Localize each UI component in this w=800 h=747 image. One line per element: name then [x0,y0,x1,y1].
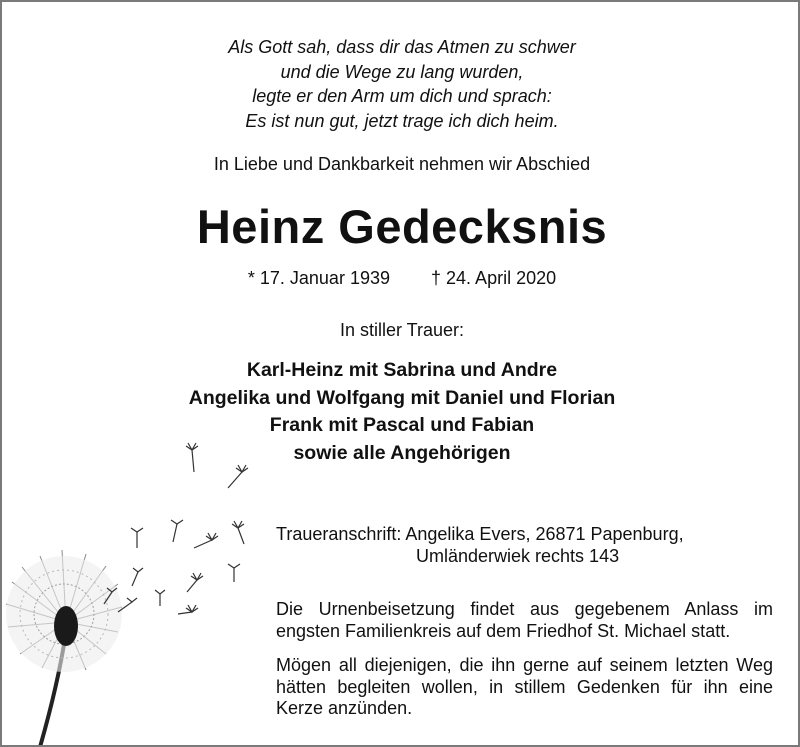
poem-line: Als Gott sah, dass dir das Atmen zu schwer [228,37,576,57]
life-dates [2,268,800,289]
address-line: Umländerwiek rechts 143 [416,546,620,566]
deceased-name: Heinz Gedecksnis [196,200,608,253]
poem [2,35,800,133]
mourner-line: Frank mit Pascal und Fabian [269,414,535,436]
mourner-line: sowie alle Angehörigen [293,441,511,464]
farewell-intro: In Liebe und Dankbarkeit nehmen wir Abschied [213,154,591,174]
burial-notice: Die Urnenbeisetzung findet aus gegebenem Anlass im engsten Familienkreis auf dem Friedhof St. Michael statt. [276,599,773,641]
mourner-line: Angelika und Wolfgang mit Daniel und Florian [188,386,616,409]
poem-line: Es ist nun gut, jetzt trage ich dich heim. [245,110,559,131]
dandelion-illustration [2,432,272,747]
address-line: Traueranschrift: Angelika Evers, 26871 Papenburg, [276,524,684,544]
mourning-address [276,523,776,567]
mourner-line: Karl-Heinz mit Sabrina und Andre [246,359,558,381]
poem-line: legte er den Arm um dich und sprach: [252,86,552,107]
mourning-label: In stiller Trauer: [339,320,465,340]
death-date: † 24. April 2020 [431,268,557,288]
poem-line: und die Wege zu lang wurden, [280,61,524,82]
birth-date: * 17. Januar 1939 [247,268,390,288]
candle-notice: Mögen all diejenigen, die ihn gerne auf seinem letzten Weg hätten begleiten wollen, in stillem Gedenken für ihn eine Kerze anzünden. [276,655,773,718]
